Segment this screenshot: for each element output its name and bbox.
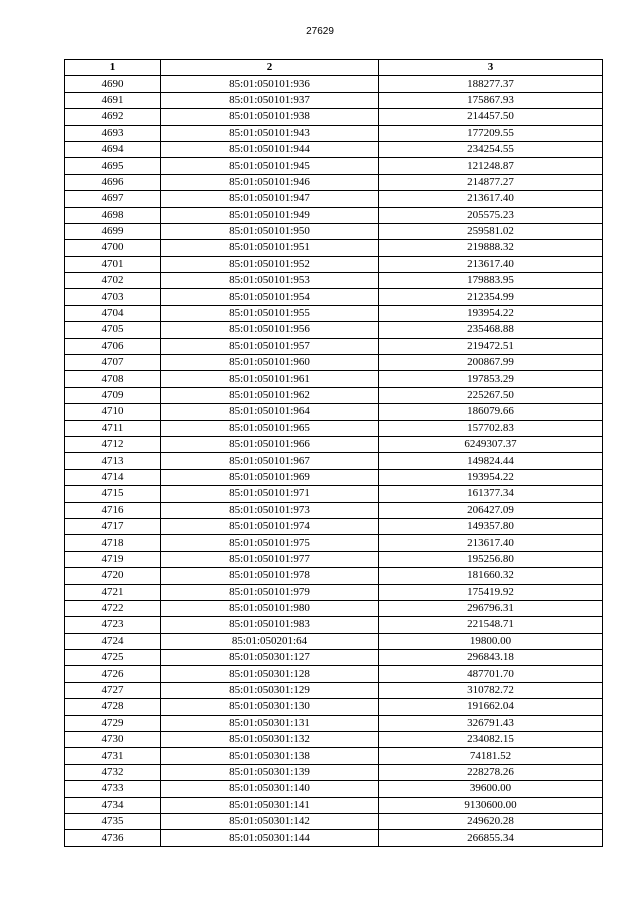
table-row xyxy=(65,797,603,813)
column-header-2: 2 xyxy=(161,60,379,76)
table-row xyxy=(65,92,603,108)
value-cell: 121248.87 xyxy=(379,158,603,174)
row-number-cell: 4716 xyxy=(65,502,161,518)
table-row xyxy=(65,420,603,436)
row-number-cell: 4691 xyxy=(65,92,161,108)
row-number-cell: 4735 xyxy=(65,813,161,829)
cadastral-number-cell: 85:01:050101:945 xyxy=(161,158,379,174)
value-cell: 221548.71 xyxy=(379,617,603,633)
cadastral-number-cell: 85:01:050101:977 xyxy=(161,551,379,567)
row-number-cell: 4715 xyxy=(65,486,161,502)
cadastral-number-cell: 85:01:050101:936 xyxy=(161,76,379,92)
row-number-cell: 4731 xyxy=(65,748,161,764)
table-row xyxy=(65,109,603,125)
table-row xyxy=(65,76,603,92)
cadastral-number-cell: 85:01:050101:952 xyxy=(161,256,379,272)
value-cell: 161377.34 xyxy=(379,486,603,502)
table-row xyxy=(65,633,603,649)
table-row xyxy=(65,748,603,764)
table-row xyxy=(65,715,603,731)
value-cell: 225267.50 xyxy=(379,387,603,403)
cadastral-number-cell: 85:01:050101:974 xyxy=(161,518,379,534)
table-row xyxy=(65,699,603,715)
value-cell: 191662.04 xyxy=(379,699,603,715)
table-row xyxy=(65,158,603,174)
row-number-cell: 4733 xyxy=(65,781,161,797)
cadastral-number-cell: 85:01:050101:971 xyxy=(161,486,379,502)
row-number-cell: 4720 xyxy=(65,568,161,584)
value-cell: 326791.43 xyxy=(379,715,603,731)
cadastral-number-cell: 85:01:050101:956 xyxy=(161,322,379,338)
value-cell: 249620.28 xyxy=(379,813,603,829)
row-number-cell: 4701 xyxy=(65,256,161,272)
row-number-cell: 4713 xyxy=(65,453,161,469)
table-row xyxy=(65,518,603,534)
cadastral-number-cell: 85:01:050101:980 xyxy=(161,600,379,616)
cadastral-number-cell: 85:01:050101:969 xyxy=(161,469,379,485)
cadastral-number-cell: 85:01:050101:951 xyxy=(161,240,379,256)
row-number-cell: 4724 xyxy=(65,633,161,649)
row-number-cell: 4693 xyxy=(65,125,161,141)
value-cell: 214457.50 xyxy=(379,109,603,125)
value-cell: 188277.37 xyxy=(379,76,603,92)
cadastral-number-cell: 85:01:050101:983 xyxy=(161,617,379,633)
cadastral-number-cell: 85:01:050301:139 xyxy=(161,764,379,780)
row-number-cell: 4692 xyxy=(65,109,161,125)
row-number-cell: 4723 xyxy=(65,617,161,633)
value-cell: 9130600.00 xyxy=(379,797,603,813)
table-row xyxy=(65,289,603,305)
cadastral-number-cell: 85:01:050101:955 xyxy=(161,305,379,321)
cadastral-number-cell: 85:01:050101:937 xyxy=(161,92,379,108)
value-cell: 195256.80 xyxy=(379,551,603,567)
cadastral-number-cell: 85:01:050301:128 xyxy=(161,666,379,682)
row-number-cell: 4728 xyxy=(65,699,161,715)
row-number-cell: 4696 xyxy=(65,174,161,190)
cadastral-number-cell: 85:01:050101:966 xyxy=(161,436,379,452)
value-cell: 310782.72 xyxy=(379,682,603,698)
row-number-cell: 4704 xyxy=(65,305,161,321)
value-cell: 213617.40 xyxy=(379,535,603,551)
table-row xyxy=(65,551,603,567)
value-cell: 149824.44 xyxy=(379,453,603,469)
table-row xyxy=(65,584,603,600)
table-row xyxy=(65,223,603,239)
table-row xyxy=(65,174,603,190)
header-row xyxy=(65,60,603,76)
cadastral-number-cell: 85:01:050101:954 xyxy=(161,289,379,305)
cadastral-number-cell: 85:01:050101:949 xyxy=(161,207,379,223)
value-cell: 157702.83 xyxy=(379,420,603,436)
column-header-1: 1 xyxy=(65,60,161,76)
cadastral-number-cell: 85:01:050101:950 xyxy=(161,223,379,239)
value-cell: 296796.31 xyxy=(379,600,603,616)
table-row xyxy=(65,240,603,256)
cadastral-number-cell: 85:01:050101:943 xyxy=(161,125,379,141)
row-number-cell: 4698 xyxy=(65,207,161,223)
cadastral-number-cell: 85:01:050101:953 xyxy=(161,273,379,289)
row-number-cell: 4702 xyxy=(65,273,161,289)
row-number-cell: 4710 xyxy=(65,404,161,420)
table-row xyxy=(65,322,603,338)
table-row xyxy=(65,486,603,502)
row-number-cell: 4706 xyxy=(65,338,161,354)
value-cell: 205575.23 xyxy=(379,207,603,223)
table-row xyxy=(65,535,603,551)
row-number-cell: 4727 xyxy=(65,682,161,698)
cadastral-number-cell: 85:01:050301:142 xyxy=(161,813,379,829)
cadastral-number-cell: 85:01:050101:960 xyxy=(161,355,379,371)
row-number-cell: 4708 xyxy=(65,371,161,387)
row-number-cell: 4718 xyxy=(65,535,161,551)
table-row xyxy=(65,273,603,289)
cadastral-number-cell: 85:01:050301:130 xyxy=(161,699,379,715)
value-cell: 186079.66 xyxy=(379,404,603,420)
row-number-cell: 4695 xyxy=(65,158,161,174)
cadastral-number-cell: 85:01:050301:144 xyxy=(161,830,379,846)
value-cell: 149357.80 xyxy=(379,518,603,534)
cadastral-number-cell: 85:01:050101:947 xyxy=(161,191,379,207)
cadastral-number-cell: 85:01:050101:946 xyxy=(161,174,379,190)
cadastral-number-cell: 85:01:050301:132 xyxy=(161,732,379,748)
value-cell: 19800.00 xyxy=(379,633,603,649)
value-cell: 234082.15 xyxy=(379,732,603,748)
cadastral-number-cell: 85:01:050101:965 xyxy=(161,420,379,436)
value-cell: 179883.95 xyxy=(379,273,603,289)
value-cell: 74181.52 xyxy=(379,748,603,764)
row-number-cell: 4714 xyxy=(65,469,161,485)
cadastral-number-cell: 85:01:050301:131 xyxy=(161,715,379,731)
table-row xyxy=(65,436,603,452)
row-number-cell: 4711 xyxy=(65,420,161,436)
row-number-cell: 4717 xyxy=(65,518,161,534)
table-row xyxy=(65,682,603,698)
value-cell: 181660.32 xyxy=(379,568,603,584)
value-cell: 177209.55 xyxy=(379,125,603,141)
value-cell: 6249307.37 xyxy=(379,436,603,452)
table-row xyxy=(65,371,603,387)
value-cell: 214877.27 xyxy=(379,174,603,190)
table-row xyxy=(65,338,603,354)
cadastral-number-cell: 85:01:050101:938 xyxy=(161,109,379,125)
value-cell: 219888.32 xyxy=(379,240,603,256)
table-row xyxy=(65,568,603,584)
table-row xyxy=(65,764,603,780)
cadastral-number-cell: 85:01:050101:973 xyxy=(161,502,379,518)
table-row xyxy=(65,453,603,469)
row-number-cell: 4730 xyxy=(65,732,161,748)
row-number-cell: 4736 xyxy=(65,830,161,846)
value-cell: 39600.00 xyxy=(379,781,603,797)
table-row xyxy=(65,469,603,485)
table-row xyxy=(65,666,603,682)
value-cell: 219472.51 xyxy=(379,338,603,354)
table-row xyxy=(65,404,603,420)
row-number-cell: 4690 xyxy=(65,76,161,92)
value-cell: 197853.29 xyxy=(379,371,603,387)
row-number-cell: 4732 xyxy=(65,764,161,780)
table-row xyxy=(65,355,603,371)
value-cell: 200867.99 xyxy=(379,355,603,371)
value-cell: 206427.09 xyxy=(379,502,603,518)
row-number-cell: 4722 xyxy=(65,600,161,616)
cadastral-number-cell: 85:01:050101:975 xyxy=(161,535,379,551)
value-cell: 266855.34 xyxy=(379,830,603,846)
table-row xyxy=(65,650,603,666)
row-number-cell: 4697 xyxy=(65,191,161,207)
cadastral-number-cell: 85:01:050101:964 xyxy=(161,404,379,420)
row-number-cell: 4707 xyxy=(65,355,161,371)
value-cell: 212354.99 xyxy=(379,289,603,305)
cadastral-number-cell: 85:01:050101:978 xyxy=(161,568,379,584)
cadastral-number-cell: 85:01:050301:140 xyxy=(161,781,379,797)
table-row xyxy=(65,600,603,616)
table-row xyxy=(65,256,603,272)
cadastral-number-cell: 85:01:050101:962 xyxy=(161,387,379,403)
data-table xyxy=(64,59,603,847)
cadastral-number-cell: 85:01:050101:944 xyxy=(161,141,379,157)
row-number-cell: 4725 xyxy=(65,650,161,666)
cadastral-number-cell: 85:01:050101:957 xyxy=(161,338,379,354)
value-cell: 296843.18 xyxy=(379,650,603,666)
table-row xyxy=(65,502,603,518)
cadastral-number-cell: 85:01:050101:961 xyxy=(161,371,379,387)
table-row xyxy=(65,305,603,321)
table-row xyxy=(65,830,603,846)
table-row xyxy=(65,207,603,223)
row-number-cell: 4699 xyxy=(65,223,161,239)
value-cell: 228278.26 xyxy=(379,764,603,780)
table-row xyxy=(65,781,603,797)
value-cell: 487701.70 xyxy=(379,666,603,682)
row-number-cell: 4694 xyxy=(65,141,161,157)
row-number-cell: 4719 xyxy=(65,551,161,567)
value-cell: 213617.40 xyxy=(379,256,603,272)
value-cell: 234254.55 xyxy=(379,141,603,157)
cadastral-number-cell: 85:01:050301:141 xyxy=(161,797,379,813)
table-row xyxy=(65,732,603,748)
row-number-cell: 4705 xyxy=(65,322,161,338)
value-cell: 213617.40 xyxy=(379,191,603,207)
row-number-cell: 4734 xyxy=(65,797,161,813)
value-cell: 175419.92 xyxy=(379,584,603,600)
cadastral-number-cell: 85:01:050101:979 xyxy=(161,584,379,600)
table-row xyxy=(65,191,603,207)
row-number-cell: 4712 xyxy=(65,436,161,452)
row-number-cell: 4726 xyxy=(65,666,161,682)
row-number-cell: 4709 xyxy=(65,387,161,403)
value-cell: 193954.22 xyxy=(379,469,603,485)
cadastral-number-cell: 85:01:050201:64 xyxy=(161,633,379,649)
row-number-cell: 4700 xyxy=(65,240,161,256)
value-cell: 259581.02 xyxy=(379,223,603,239)
table-row xyxy=(65,125,603,141)
table-row xyxy=(65,617,603,633)
row-number-cell: 4703 xyxy=(65,289,161,305)
cadastral-number-cell: 85:01:050301:127 xyxy=(161,650,379,666)
table-body xyxy=(65,76,603,846)
value-cell: 193954.22 xyxy=(379,305,603,321)
table-row xyxy=(65,387,603,403)
table-row xyxy=(65,813,603,829)
cadastral-number-cell: 85:01:050101:967 xyxy=(161,453,379,469)
cadastral-number-cell: 85:01:050301:138 xyxy=(161,748,379,764)
value-cell: 175867.93 xyxy=(379,92,603,108)
column-header-3: 3 xyxy=(379,60,603,76)
page-number: 27629 xyxy=(306,26,334,37)
value-cell: 235468.88 xyxy=(379,322,603,338)
row-number-cell: 4729 xyxy=(65,715,161,731)
cadastral-number-cell: 85:01:050301:129 xyxy=(161,682,379,698)
table-row xyxy=(65,141,603,157)
row-number-cell: 4721 xyxy=(65,584,161,600)
